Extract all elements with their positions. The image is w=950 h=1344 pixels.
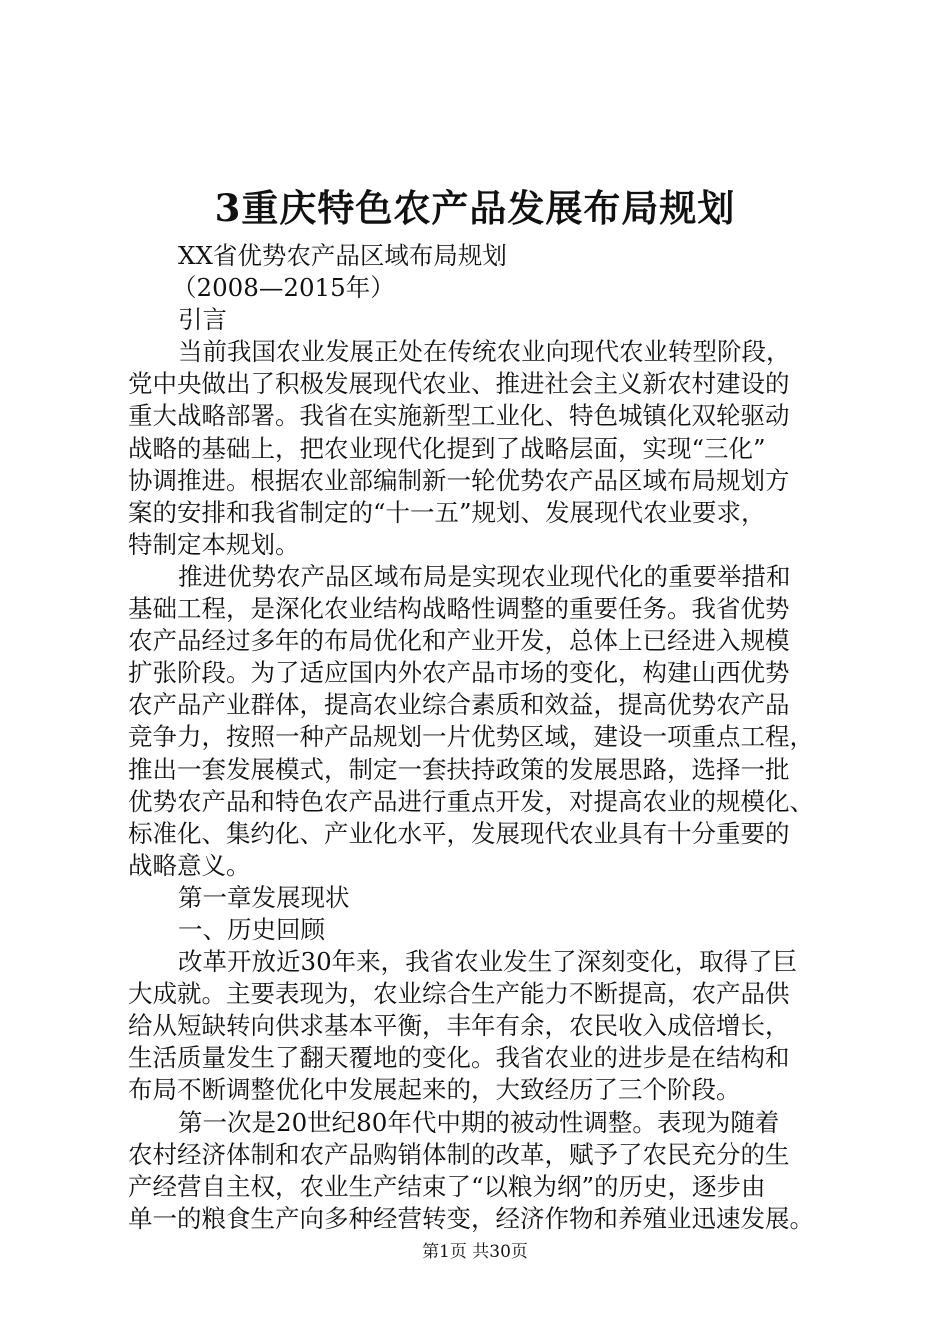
document-title: 3重庆特色农产品发展布局规划 xyxy=(214,186,736,230)
paragraph-line: 推出一套发展模式，制定一套扶持政策的发展思路，选择一批 xyxy=(128,754,790,784)
page-number-footer: 第1页 共30页 xyxy=(422,1242,528,1262)
section-heading: 一、历史回顾 xyxy=(178,914,325,944)
section-heading-intro: 引言 xyxy=(178,305,227,335)
paragraph-line: 布局不断调整优化中发展起来的，大致经历了三个阶段。 xyxy=(128,1075,741,1105)
paragraph-line: 推进优势农产品区域布局是实现农业现代化的重要举措和 xyxy=(178,561,791,591)
paragraph-line: 农产品经过多年的布局优化和产业开发，总体上已经进入规模 xyxy=(128,626,790,656)
paragraph-line: 生活质量发生了翻天覆地的变化。我省农业的进步是在结构和 xyxy=(128,1043,790,1073)
paragraph-line: 当前我国农业发展正处在传统农业向现代农业转型阶段， xyxy=(178,337,791,367)
paragraph-line: 战略意义。 xyxy=(128,850,251,880)
paragraph-line: 重大战略部署。我省在实施新型工业化、特色城镇化双轮驱动 xyxy=(128,401,790,431)
paragraph-line: 第一次是20世纪80年代中期的被动性调整。表现为随着 xyxy=(178,1107,780,1137)
paragraph-line: 战略的基础上，把农业现代化提到了战略层面，实现“三化” xyxy=(128,433,766,463)
paragraph-line: 扩张阶段。为了适应国内外农产品市场的变化，构建山西优势 xyxy=(128,658,790,688)
paragraph-line: 单一的粮食生产向多种经营转变，经济作物和养殖业迅速发展。 xyxy=(128,1203,814,1233)
paragraph-line: 农产品产业群体，提高农业综合素质和效益，提高优势农产品 xyxy=(128,690,790,720)
paragraph-line: 改革开放近30年来，我省农业发生了深刻变化，取得了巨 xyxy=(178,947,798,977)
paragraph-line: 农村经济体制和农产品购销体制的改革，赋予了农民充分的生 xyxy=(128,1139,790,1169)
paragraph-line: 产经营自主权，农业生产结束了“以粮为纲”的历史，逐步由 xyxy=(128,1171,766,1201)
paragraph-line: 特制定本规划。 xyxy=(128,529,300,559)
paragraph-line: 优势农产品和特色农产品进行重点开发，对提高农业的规模化、 xyxy=(128,786,814,816)
paragraph-line: 给从短缺转向供求基本平衡，丰年有余，农民收入成倍增长， xyxy=(128,1011,790,1041)
paragraph-line: 标准化、集约化、产业化水平，发展现代农业具有十分重要的 xyxy=(128,818,790,848)
chapter-heading: 第一章发展现状 xyxy=(178,882,350,912)
paragraph-line: 党中央做出了积极发展现代农业、推进社会主义新农村建设的 xyxy=(128,369,790,399)
paragraph-line: 竞争力，按照一种产品规划一片优势区域，建设一项重点工程， xyxy=(128,722,814,752)
subtitle-date-line: （2008—2015年） xyxy=(172,273,395,303)
paragraph-line: 基础工程，是深化农业结构战略性调整的重要任务。我省优势 xyxy=(128,594,790,624)
document-body xyxy=(128,240,828,1235)
paragraph-line: 大成就。主要表现为，农业综合生产能力不断提高，农产品供 xyxy=(128,979,790,1009)
paragraph-line: 案的安排和我省制定的“十一五”规划、发展现代农业要求， xyxy=(128,497,766,527)
subtitle-line: XX省优势农产品区域布局规划 xyxy=(178,241,507,270)
paragraph-line: 协调推进。根据农业部编制新一轮优势农产品区域布局规划方 xyxy=(128,465,790,495)
